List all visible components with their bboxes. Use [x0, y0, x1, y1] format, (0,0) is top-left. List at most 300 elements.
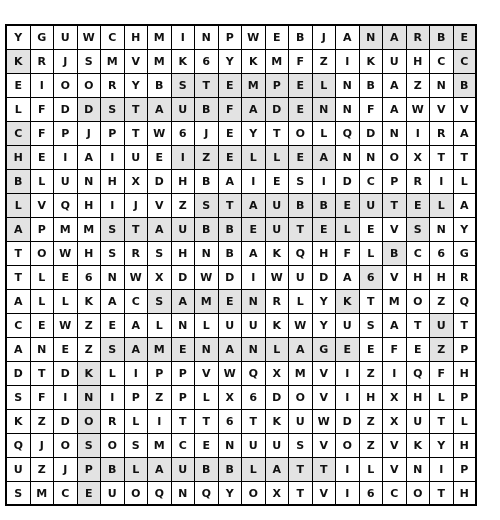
grid-cell[interactable]: I: [125, 362, 149, 386]
grid-cell[interactable]: X: [148, 266, 172, 290]
grid-cell[interactable]: I: [242, 266, 266, 290]
grid-cell[interactable]: F: [336, 242, 360, 266]
grid-cell[interactable]: 6: [172, 122, 196, 146]
grid-cell[interactable]: V: [383, 266, 407, 290]
grid-cell[interactable]: N: [360, 26, 384, 50]
grid-cell[interactable]: Q: [54, 194, 78, 218]
grid-cell[interactable]: B: [219, 242, 243, 266]
grid-cell[interactable]: B: [289, 194, 313, 218]
grid-cell[interactable]: K: [266, 242, 290, 266]
grid-cell[interactable]: A: [125, 338, 149, 362]
grid-cell[interactable]: Z: [313, 50, 337, 74]
grid-cell[interactable]: C: [7, 122, 31, 146]
grid-cell[interactable]: H: [172, 242, 196, 266]
grid-cell[interactable]: U: [172, 98, 196, 122]
grid-cell[interactable]: Z: [148, 386, 172, 410]
grid-cell[interactable]: X: [383, 386, 407, 410]
grid-cell[interactable]: N: [195, 242, 219, 266]
grid-cell[interactable]: T: [7, 242, 31, 266]
grid-cell[interactable]: M: [148, 338, 172, 362]
grid-cell[interactable]: M: [266, 50, 290, 74]
grid-cell[interactable]: S: [148, 242, 172, 266]
grid-cell[interactable]: U: [383, 50, 407, 74]
grid-cell[interactable]: A: [219, 170, 243, 194]
grid-cell[interactable]: O: [383, 146, 407, 170]
grid-cell[interactable]: T: [7, 266, 31, 290]
grid-cell[interactable]: F: [31, 386, 55, 410]
grid-cell[interactable]: P: [383, 170, 407, 194]
grid-cell[interactable]: T: [430, 410, 454, 434]
grid-cell[interactable]: L: [454, 410, 478, 434]
grid-cell[interactable]: N: [195, 26, 219, 50]
grid-cell[interactable]: P: [148, 362, 172, 386]
grid-cell[interactable]: F: [31, 98, 55, 122]
grid-cell[interactable]: B: [289, 26, 313, 50]
grid-cell[interactable]: E: [336, 194, 360, 218]
grid-cell[interactable]: L: [242, 146, 266, 170]
grid-cell[interactable]: L: [125, 458, 149, 482]
grid-cell[interactable]: W: [195, 266, 219, 290]
grid-cell[interactable]: V: [195, 362, 219, 386]
grid-cell[interactable]: O: [101, 434, 125, 458]
grid-cell[interactable]: B: [101, 458, 125, 482]
grid-cell[interactable]: K: [78, 362, 102, 386]
grid-cell[interactable]: B: [195, 98, 219, 122]
grid-cell[interactable]: S: [172, 74, 196, 98]
grid-cell[interactable]: M: [195, 290, 219, 314]
grid-cell[interactable]: F: [31, 122, 55, 146]
grid-cell[interactable]: U: [266, 194, 290, 218]
grid-cell[interactable]: V: [313, 434, 337, 458]
grid-cell[interactable]: Z: [78, 314, 102, 338]
grid-cell[interactable]: M: [148, 434, 172, 458]
grid-cell[interactable]: M: [242, 74, 266, 98]
grid-cell[interactable]: H: [313, 242, 337, 266]
grid-cell[interactable]: T: [430, 482, 454, 506]
grid-cell[interactable]: B: [219, 458, 243, 482]
grid-cell[interactable]: Z: [407, 74, 431, 98]
grid-cell[interactable]: T: [266, 122, 290, 146]
grid-cell[interactable]: U: [289, 410, 313, 434]
grid-cell[interactable]: H: [7, 146, 31, 170]
grid-cell[interactable]: N: [336, 98, 360, 122]
grid-cell[interactable]: E: [242, 218, 266, 242]
grid-cell[interactable]: A: [242, 98, 266, 122]
grid-cell[interactable]: A: [313, 146, 337, 170]
grid-cell[interactable]: V: [313, 386, 337, 410]
grid-cell[interactable]: E: [195, 434, 219, 458]
grid-cell[interactable]: D: [336, 410, 360, 434]
grid-cell[interactable]: X: [219, 386, 243, 410]
grid-cell[interactable]: H: [101, 170, 125, 194]
grid-cell[interactable]: O: [289, 386, 313, 410]
grid-cell[interactable]: O: [78, 410, 102, 434]
grid-cell[interactable]: L: [430, 194, 454, 218]
grid-cell[interactable]: Z: [31, 458, 55, 482]
grid-cell[interactable]: E: [266, 26, 290, 50]
grid-cell[interactable]: B: [148, 74, 172, 98]
grid-cell[interactable]: R: [31, 50, 55, 74]
grid-cell[interactable]: A: [148, 218, 172, 242]
grid-cell[interactable]: N: [172, 482, 196, 506]
grid-cell[interactable]: W: [54, 314, 78, 338]
grid-cell[interactable]: K: [78, 290, 102, 314]
grid-cell[interactable]: Z: [31, 410, 55, 434]
grid-cell[interactable]: U: [7, 458, 31, 482]
grid-cell[interactable]: M: [148, 50, 172, 74]
grid-cell[interactable]: E: [148, 146, 172, 170]
grid-cell[interactable]: W: [148, 122, 172, 146]
grid-cell[interactable]: A: [172, 290, 196, 314]
grid-cell[interactable]: N: [336, 146, 360, 170]
grid-cell[interactable]: N: [101, 266, 125, 290]
grid-cell[interactable]: Z: [360, 362, 384, 386]
grid-cell[interactable]: E: [289, 74, 313, 98]
grid-cell[interactable]: I: [242, 170, 266, 194]
grid-cell[interactable]: H: [407, 386, 431, 410]
grid-cell[interactable]: L: [31, 170, 55, 194]
grid-cell[interactable]: L: [31, 290, 55, 314]
grid-cell[interactable]: B: [313, 194, 337, 218]
grid-cell[interactable]: E: [54, 266, 78, 290]
grid-cell[interactable]: T: [172, 410, 196, 434]
grid-cell[interactable]: C: [172, 434, 196, 458]
grid-cell[interactable]: L: [54, 290, 78, 314]
grid-cell[interactable]: 6: [360, 266, 384, 290]
grid-cell[interactable]: K: [407, 434, 431, 458]
grid-cell[interactable]: N: [430, 218, 454, 242]
grid-cell[interactable]: A: [125, 314, 149, 338]
grid-cell[interactable]: Z: [430, 290, 454, 314]
grid-cell[interactable]: T: [219, 194, 243, 218]
grid-cell[interactable]: C: [101, 26, 125, 50]
grid-cell[interactable]: Y: [242, 122, 266, 146]
grid-cell[interactable]: T: [454, 146, 478, 170]
grid-cell[interactable]: I: [54, 146, 78, 170]
grid-cell[interactable]: K: [242, 50, 266, 74]
grid-cell[interactable]: T: [31, 362, 55, 386]
grid-cell[interactable]: K: [7, 50, 31, 74]
grid-cell[interactable]: Z: [360, 410, 384, 434]
grid-cell[interactable]: Q: [195, 482, 219, 506]
grid-cell[interactable]: X: [383, 410, 407, 434]
grid-cell[interactable]: Y: [313, 290, 337, 314]
grid-cell[interactable]: J: [78, 122, 102, 146]
grid-cell[interactable]: H: [454, 482, 478, 506]
grid-cell[interactable]: R: [454, 266, 478, 290]
grid-cell[interactable]: D: [336, 170, 360, 194]
grid-cell[interactable]: A: [383, 74, 407, 98]
grid-cell[interactable]: V: [383, 218, 407, 242]
grid-cell[interactable]: A: [219, 338, 243, 362]
grid-cell[interactable]: L: [31, 266, 55, 290]
grid-cell[interactable]: E: [7, 74, 31, 98]
grid-cell[interactable]: M: [148, 26, 172, 50]
grid-cell[interactable]: K: [266, 410, 290, 434]
grid-cell[interactable]: H: [454, 362, 478, 386]
grid-cell[interactable]: U: [289, 266, 313, 290]
grid-cell[interactable]: N: [360, 146, 384, 170]
grid-cell[interactable]: H: [172, 170, 196, 194]
grid-cell[interactable]: E: [360, 218, 384, 242]
grid-cell[interactable]: E: [54, 338, 78, 362]
grid-cell[interactable]: 6: [360, 482, 384, 506]
grid-cell[interactable]: I: [336, 362, 360, 386]
grid-cell[interactable]: R: [101, 410, 125, 434]
grid-cell[interactable]: P: [101, 122, 125, 146]
grid-cell[interactable]: M: [289, 362, 313, 386]
grid-cell[interactable]: N: [242, 338, 266, 362]
grid-cell[interactable]: A: [336, 26, 360, 50]
grid-cell[interactable]: Y: [430, 434, 454, 458]
grid-cell[interactable]: D: [54, 362, 78, 386]
grid-cell[interactable]: O: [336, 434, 360, 458]
grid-cell[interactable]: T: [195, 410, 219, 434]
grid-cell[interactable]: M: [101, 50, 125, 74]
grid-cell[interactable]: N: [313, 98, 337, 122]
grid-cell[interactable]: Y: [7, 26, 31, 50]
grid-cell[interactable]: I: [407, 122, 431, 146]
grid-cell[interactable]: E: [78, 482, 102, 506]
grid-cell[interactable]: H: [78, 242, 102, 266]
grid-cell[interactable]: B: [219, 218, 243, 242]
grid-cell[interactable]: P: [454, 458, 478, 482]
grid-cell[interactable]: W: [54, 242, 78, 266]
grid-cell[interactable]: I: [336, 50, 360, 74]
grid-cell[interactable]: V: [125, 50, 149, 74]
grid-cell[interactable]: H: [360, 386, 384, 410]
grid-cell[interactable]: K: [7, 410, 31, 434]
grid-cell[interactable]: B: [430, 26, 454, 50]
grid-cell[interactable]: T: [125, 122, 149, 146]
grid-cell[interactable]: O: [54, 74, 78, 98]
grid-cell[interactable]: A: [454, 122, 478, 146]
grid-cell[interactable]: U: [125, 146, 149, 170]
grid-cell[interactable]: R: [101, 74, 125, 98]
grid-cell[interactable]: E: [219, 146, 243, 170]
grid-cell[interactable]: B: [454, 74, 478, 98]
grid-cell[interactable]: M: [383, 290, 407, 314]
grid-cell[interactable]: D: [266, 98, 290, 122]
grid-cell[interactable]: B: [7, 170, 31, 194]
grid-cell[interactable]: I: [336, 386, 360, 410]
grid-cell[interactable]: S: [101, 98, 125, 122]
grid-cell[interactable]: S: [78, 434, 102, 458]
grid-cell[interactable]: E: [172, 338, 196, 362]
grid-cell[interactable]: D: [54, 410, 78, 434]
grid-cell[interactable]: R: [266, 290, 290, 314]
grid-cell[interactable]: Z: [78, 338, 102, 362]
grid-cell[interactable]: O: [78, 74, 102, 98]
grid-cell[interactable]: I: [101, 386, 125, 410]
grid-cell[interactable]: U: [266, 434, 290, 458]
grid-cell[interactable]: L: [266, 338, 290, 362]
grid-cell[interactable]: S: [78, 50, 102, 74]
grid-cell[interactable]: S: [360, 314, 384, 338]
grid-cell[interactable]: L: [125, 410, 149, 434]
grid-cell[interactable]: S: [7, 482, 31, 506]
grid-cell[interactable]: Q: [289, 242, 313, 266]
grid-cell[interactable]: J: [54, 458, 78, 482]
grid-cell[interactable]: L: [360, 458, 384, 482]
grid-cell[interactable]: J: [195, 122, 219, 146]
grid-cell[interactable]: J: [31, 434, 55, 458]
grid-cell[interactable]: E: [31, 146, 55, 170]
grid-cell[interactable]: U: [407, 410, 431, 434]
grid-cell[interactable]: L: [313, 74, 337, 98]
grid-cell[interactable]: K: [360, 50, 384, 74]
grid-cell[interactable]: O: [54, 434, 78, 458]
grid-cell[interactable]: A: [266, 458, 290, 482]
grid-cell[interactable]: O: [242, 482, 266, 506]
grid-cell[interactable]: L: [336, 218, 360, 242]
grid-cell[interactable]: H: [407, 50, 431, 74]
grid-cell[interactable]: C: [54, 482, 78, 506]
grid-cell[interactable]: E: [289, 146, 313, 170]
grid-cell[interactable]: D: [172, 266, 196, 290]
grid-cell[interactable]: N: [78, 386, 102, 410]
grid-cell[interactable]: X: [266, 362, 290, 386]
grid-cell[interactable]: Y: [313, 314, 337, 338]
grid-cell[interactable]: L: [430, 386, 454, 410]
grid-cell[interactable]: A: [383, 98, 407, 122]
grid-cell[interactable]: D: [360, 122, 384, 146]
grid-cell[interactable]: A: [7, 290, 31, 314]
grid-cell[interactable]: B: [360, 74, 384, 98]
grid-cell[interactable]: S: [289, 434, 313, 458]
grid-cell[interactable]: S: [407, 218, 431, 242]
grid-cell[interactable]: V: [430, 98, 454, 122]
grid-cell[interactable]: Q: [242, 362, 266, 386]
grid-cell[interactable]: I: [172, 146, 196, 170]
grid-cell[interactable]: Q: [7, 434, 31, 458]
grid-cell[interactable]: B: [383, 242, 407, 266]
grid-cell[interactable]: W: [289, 314, 313, 338]
grid-cell[interactable]: H: [430, 266, 454, 290]
grid-cell[interactable]: A: [383, 314, 407, 338]
grid-cell[interactable]: I: [148, 410, 172, 434]
grid-cell[interactable]: C: [430, 50, 454, 74]
grid-cell[interactable]: P: [172, 386, 196, 410]
grid-cell[interactable]: 6: [195, 50, 219, 74]
grid-cell[interactable]: U: [54, 26, 78, 50]
grid-cell[interactable]: M: [31, 482, 55, 506]
grid-cell[interactable]: T: [242, 410, 266, 434]
grid-cell[interactable]: U: [54, 170, 78, 194]
grid-cell[interactable]: P: [454, 338, 478, 362]
grid-cell[interactable]: N: [430, 74, 454, 98]
grid-cell[interactable]: D: [7, 362, 31, 386]
grid-cell[interactable]: S: [101, 338, 125, 362]
grid-cell[interactable]: J: [54, 50, 78, 74]
grid-cell[interactable]: Z: [195, 146, 219, 170]
grid-cell[interactable]: Y: [454, 218, 478, 242]
grid-cell[interactable]: U: [242, 434, 266, 458]
grid-cell[interactable]: I: [101, 146, 125, 170]
grid-cell[interactable]: I: [336, 458, 360, 482]
grid-cell[interactable]: R: [125, 242, 149, 266]
grid-cell[interactable]: N: [78, 170, 102, 194]
grid-cell[interactable]: E: [266, 170, 290, 194]
grid-cell[interactable]: P: [31, 218, 55, 242]
grid-cell[interactable]: U: [430, 314, 454, 338]
grid-cell[interactable]: V: [148, 194, 172, 218]
grid-cell[interactable]: L: [7, 194, 31, 218]
grid-cell[interactable]: A: [148, 98, 172, 122]
grid-cell[interactable]: L: [454, 170, 478, 194]
grid-cell[interactable]: B: [195, 170, 219, 194]
grid-cell[interactable]: 6: [219, 410, 243, 434]
grid-cell[interactable]: T: [195, 74, 219, 98]
grid-cell[interactable]: R: [430, 122, 454, 146]
grid-cell[interactable]: A: [454, 194, 478, 218]
grid-cell[interactable]: V: [313, 482, 337, 506]
grid-cell[interactable]: V: [454, 98, 478, 122]
grid-cell[interactable]: U: [172, 218, 196, 242]
grid-cell[interactable]: S: [195, 194, 219, 218]
grid-cell[interactable]: Q: [407, 362, 431, 386]
grid-cell[interactable]: F: [430, 362, 454, 386]
grid-cell[interactable]: R: [407, 170, 431, 194]
grid-cell[interactable]: B: [195, 218, 219, 242]
grid-cell[interactable]: T: [313, 458, 337, 482]
grid-cell[interactable]: D: [54, 98, 78, 122]
grid-cell[interactable]: B: [195, 458, 219, 482]
grid-cell[interactable]: K: [172, 50, 196, 74]
grid-cell[interactable]: E: [219, 74, 243, 98]
grid-cell[interactable]: E: [407, 194, 431, 218]
grid-cell[interactable]: D: [78, 98, 102, 122]
grid-cell[interactable]: O: [125, 482, 149, 506]
grid-cell[interactable]: N: [383, 122, 407, 146]
grid-cell[interactable]: S: [101, 242, 125, 266]
grid-cell[interactable]: R: [407, 26, 431, 50]
grid-cell[interactable]: F: [289, 50, 313, 74]
grid-cell[interactable]: C: [407, 242, 431, 266]
grid-cell[interactable]: L: [360, 242, 384, 266]
grid-cell[interactable]: Y: [219, 482, 243, 506]
grid-cell[interactable]: Y: [219, 50, 243, 74]
grid-cell[interactable]: A: [7, 338, 31, 362]
grid-cell[interactable]: C: [454, 50, 478, 74]
grid-cell[interactable]: S: [148, 290, 172, 314]
grid-cell[interactable]: K: [336, 290, 360, 314]
grid-cell[interactable]: I: [54, 386, 78, 410]
grid-cell[interactable]: Q: [336, 122, 360, 146]
grid-cell[interactable]: M: [54, 218, 78, 242]
grid-cell[interactable]: U: [172, 458, 196, 482]
grid-cell[interactable]: S: [101, 218, 125, 242]
grid-cell[interactable]: T: [383, 194, 407, 218]
grid-cell[interactable]: W: [313, 410, 337, 434]
grid-cell[interactable]: A: [101, 290, 125, 314]
grid-cell[interactable]: N: [242, 290, 266, 314]
grid-cell[interactable]: U: [242, 314, 266, 338]
grid-cell[interactable]: E: [407, 338, 431, 362]
grid-cell[interactable]: S: [125, 434, 149, 458]
grid-cell[interactable]: Q: [454, 290, 478, 314]
grid-cell[interactable]: P: [125, 386, 149, 410]
grid-cell[interactable]: H: [454, 434, 478, 458]
grid-cell[interactable]: E: [101, 314, 125, 338]
grid-cell[interactable]: X: [266, 482, 290, 506]
grid-cell[interactable]: H: [78, 194, 102, 218]
grid-cell[interactable]: L: [101, 362, 125, 386]
grid-cell[interactable]: A: [289, 338, 313, 362]
grid-cell[interactable]: P: [454, 386, 478, 410]
grid-cell[interactable]: X: [407, 146, 431, 170]
grid-cell[interactable]: J: [313, 26, 337, 50]
